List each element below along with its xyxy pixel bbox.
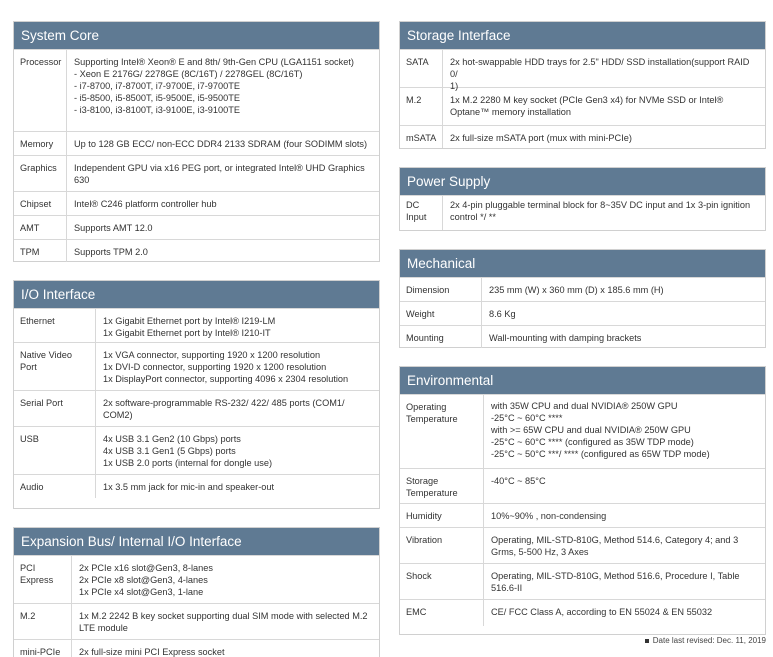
value-line: 1x PCIe x4 slot@Gen3, 1-lane	[79, 587, 204, 597]
value-line: 516.6-II	[491, 583, 523, 593]
row-label: Ethernet	[14, 309, 96, 342]
spec-table-storage	[399, 21, 766, 149]
value-line: -25°C ~ 50°C ***/ **** (configured as 65W TDP mode)	[491, 449, 710, 459]
value-line: Intel® C246 platform controller hub	[74, 199, 217, 209]
row-value	[443, 196, 765, 230]
table-row	[400, 325, 765, 348]
table-row	[14, 342, 379, 390]
table-row	[14, 191, 379, 215]
row-value	[72, 604, 379, 639]
row-value	[443, 50, 765, 91]
value-line: 2x PCIe x16 slot@Gen3, 8-lanes	[79, 563, 213, 573]
value-line: Operating, MIL-STD-810G, Method 514.6, Category 4; and 3	[491, 535, 739, 545]
row-value	[72, 640, 379, 657]
value-line: Supports TPM 2.0	[74, 247, 148, 257]
date-last-revised	[645, 636, 766, 645]
table-row	[14, 215, 379, 239]
row-value	[67, 50, 379, 131]
value-line: - i7-8700, i7-8700T, i7-9700E, i7-9700TE	[74, 81, 240, 91]
revised-date-text: Date last revised: Dec. 11, 2019	[652, 636, 766, 645]
value-line: 2x hot-swappable HDD trays for 2.5" HDD/ SSD installation(support RAID 0/	[450, 57, 750, 79]
section-title: I/O Interface	[14, 281, 379, 308]
row-value	[96, 309, 379, 342]
value-line: COM2)	[103, 410, 133, 420]
spec-table-io-interface	[13, 280, 380, 509]
value-line: Grms, 5-500 Hz, 3 Axes	[491, 547, 589, 557]
value-line: 8.6 Kg	[489, 309, 516, 319]
table-row	[400, 468, 765, 503]
table-row	[400, 503, 765, 527]
row-label: M.2	[14, 604, 72, 639]
table-row	[400, 195, 765, 230]
value-line: 630	[74, 175, 90, 185]
row-value	[96, 343, 379, 390]
row-value	[482, 278, 765, 301]
table-row	[14, 390, 379, 426]
row-label: Humidity	[400, 504, 484, 527]
value-line: - i3-8100, i3-8100T, i3-9100E, i3-9100TE	[74, 105, 240, 115]
value-line: with >= 65W CPU and dual NVIDIA® 250W GPU	[491, 425, 691, 435]
row-label: Shock	[400, 564, 484, 599]
value-line: 2x full-size mini PCI Express socket	[79, 647, 225, 657]
value-line: -40°C ~ 85°C	[491, 476, 546, 486]
value-line: 1x 3.5 mm jack for mic-in and speaker-out	[103, 482, 275, 492]
value-line: 4x USB 3.1 Gen2 (10 Gbps) ports	[103, 434, 241, 444]
row-value	[482, 302, 765, 325]
row-label: EMC	[400, 600, 484, 626]
row-label: TPM	[14, 240, 67, 262]
bullet-square-icon	[645, 639, 649, 643]
row-value	[67, 132, 379, 155]
spec-table-expansion	[13, 527, 380, 657]
row-value	[484, 469, 765, 503]
table-row	[400, 277, 765, 301]
row-value	[67, 240, 379, 262]
value-line: Up to 128 GB ECC/ non-ECC DDR4 2133 SDRAM (four SODIMM slots)	[74, 139, 368, 149]
value-line: 10%~90% , non-condensing	[491, 511, 607, 521]
row-label: Mounting	[400, 326, 482, 348]
table-row	[400, 87, 765, 125]
value-line: Supporting Intel® Xeon® E and 8th/ 9th-Gen CPU (LGA1151 socket)	[74, 57, 354, 67]
row-value	[443, 88, 765, 125]
row-label: Memory	[14, 132, 67, 155]
section-title: Expansion Bus/ Internal I/O Interface	[14, 528, 379, 555]
row-label: mSATA	[400, 126, 443, 148]
value-line: CE/ FCC Class A, according to EN 55024 & EN 55032	[491, 607, 713, 617]
row-value	[67, 192, 379, 215]
section-title: Mechanical	[400, 250, 765, 277]
table-row	[400, 301, 765, 325]
value-line: Optane™ memory installation	[450, 107, 572, 117]
value-line: 2x full-size mSATA port (mux with mini-PCIe)	[450, 133, 632, 143]
value-line: LTE module	[79, 623, 128, 633]
section-title: Power Supply	[400, 168, 765, 195]
section-title: Environmental	[400, 367, 765, 394]
row-value	[484, 564, 765, 599]
value-line: -25°C ~ 60°C ****	[491, 413, 563, 423]
value-line: 4x USB 3.1 Gen1 (5 Gbps) ports	[103, 446, 236, 456]
row-label: Storage Temperature	[400, 469, 484, 503]
spec-table-power	[399, 167, 766, 231]
value-line: Wall-mounting with damping brackets	[489, 333, 642, 343]
row-label: Serial Port	[14, 391, 96, 426]
table-row	[14, 474, 379, 498]
table-row	[14, 603, 379, 639]
table-row	[400, 563, 765, 599]
value-line: Supports AMT 12.0	[74, 223, 153, 233]
row-value	[484, 600, 765, 626]
table-row	[14, 555, 379, 603]
value-line: 235 mm (W) x 360 mm (D) x 185.6 mm (H)	[489, 285, 664, 295]
row-label: Weight	[400, 302, 482, 325]
row-label: Graphics	[14, 156, 67, 191]
row-label: Dimension	[400, 278, 482, 301]
table-row	[14, 639, 379, 657]
value-line: 1x VGA connector, supporting 1920 x 1200 resolution	[103, 350, 321, 360]
row-label: DC Input	[400, 196, 443, 230]
value-line: 2x software-programmable RS-232/ 422/ 485 ports (COM1/	[103, 398, 345, 408]
row-label: Operating Temperature	[400, 395, 484, 468]
row-value	[484, 504, 765, 527]
row-label: Audio	[14, 475, 96, 498]
row-label: SATA	[400, 50, 443, 87]
value-line: Operating, MIL-STD-810G, Method 516.6, Procedure I, Table	[491, 571, 740, 581]
row-value	[96, 475, 379, 498]
spec-table-system-core	[13, 21, 380, 262]
value-line: 1x USB 2.0 ports (internal for dongle use)	[103, 458, 273, 468]
row-label: PCI Express	[14, 556, 72, 603]
table-row	[400, 394, 765, 468]
row-label: Vibration	[400, 528, 484, 563]
spec-table-mechanical	[399, 249, 766, 348]
value-line: 1x DVI-D connector, supporting 1920 x 1200 resolution	[103, 362, 327, 372]
row-value	[484, 528, 765, 563]
value-line: control */ **	[450, 212, 496, 222]
value-line: -25°C ~ 60°C **** (configured as 35W TDP mode)	[491, 437, 694, 447]
row-value	[484, 395, 765, 468]
row-value	[443, 126, 765, 148]
row-value	[482, 326, 765, 348]
row-label: Native Video Port	[14, 343, 96, 390]
table-row	[400, 125, 765, 148]
table-row	[400, 599, 765, 626]
section-title: System Core	[14, 22, 379, 49]
value-line: 1)	[450, 81, 459, 91]
table-row	[14, 426, 379, 474]
value-line: - i5-8500, i5-8500T, i5-9500E, i5-9500TE	[74, 93, 240, 103]
spec-table-environmental	[399, 366, 766, 635]
row-value	[67, 216, 379, 239]
value-line: 1x Gigabit Ethernet port by Intel® I219-LM	[103, 316, 276, 326]
row-label: mini-PCIe	[14, 640, 72, 657]
table-row	[14, 239, 379, 262]
row-value	[67, 156, 379, 191]
row-label: USB	[14, 427, 96, 474]
value-line: 1x M.2 2242 B key socket supporting dual SIM mode with selected M.2	[79, 611, 368, 621]
value-line: - Xeon E 2176G/ 2278GE (8C/16T) / 2278GEL (8C/16T)	[74, 69, 303, 79]
table-row	[14, 49, 379, 131]
section-title: Storage Interface	[400, 22, 765, 49]
table-row	[400, 49, 765, 91]
row-label: Processor	[14, 50, 67, 131]
value-line: 2x PCIe x8 slot@Gen3, 4-lanes	[79, 575, 208, 585]
row-value	[72, 556, 379, 603]
row-label: AMT	[14, 216, 67, 239]
row-value	[96, 427, 379, 474]
value-line: 1x M.2 2280 M key socket (PCIe Gen3 x4) for NVMe SSD or Intel®	[450, 95, 724, 105]
table-row	[14, 155, 379, 191]
row-label: M.2	[400, 88, 443, 125]
row-label: Chipset	[14, 192, 67, 215]
table-row	[14, 131, 379, 155]
table-row	[400, 527, 765, 563]
table-row	[14, 308, 379, 342]
row-value	[96, 391, 379, 426]
value-line: 1x Gigabit Ethernet port by Intel® I210-IT	[103, 328, 271, 338]
value-line: Independent GPU via x16 PEG port, or integrated Intel® UHD Graphics	[74, 163, 365, 173]
value-line: 1x DisplayPort connector, supporting 4096 x 2304 resolution	[103, 374, 349, 384]
value-line: with 35W CPU and dual NVIDIA® 250W GPU	[491, 401, 678, 411]
value-line: 2x 4-pin pluggable terminal block for 8~35V DC input and 1x 3-pin ignition	[450, 200, 751, 210]
